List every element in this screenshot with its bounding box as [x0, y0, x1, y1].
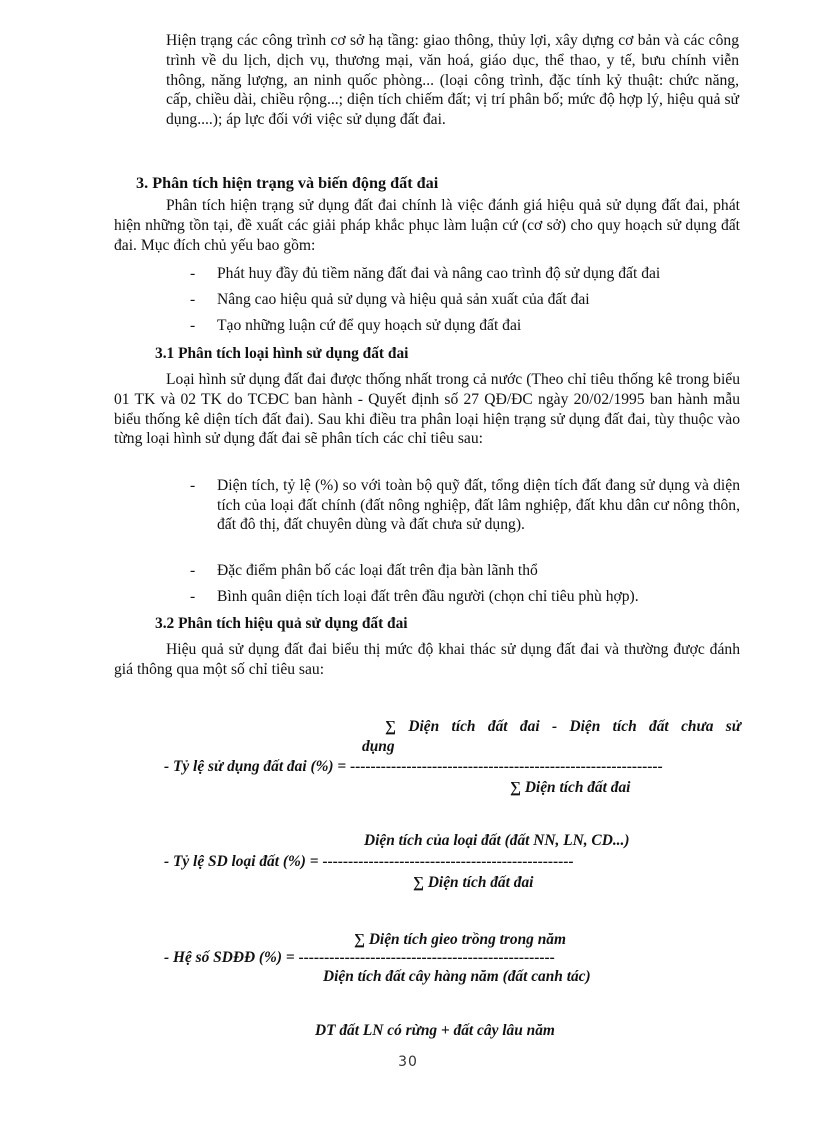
list-item [190, 316, 740, 336]
formula-2-denominator: ∑ Diện tích đất đai [413, 874, 534, 891]
section-3-paragraph: Phân tích hiện trạng sử dụng đất đai chính là việc đánh giá hiệu quả sử dụng đất đai, phát hiện những tồn tại, đề xuất các giải pháp khắc phục làm luận cứ (cơ sở) cho quy hoạch sử dụng đất đai. Mục đích chủ yếu bao gồm: [114, 197, 740, 254]
formula-1-bar: ------------------------------------------------------------- [350, 758, 663, 775]
bullet-dash: - [190, 291, 196, 308]
section-3-2-heading: 3.2 Phân tích hiệu quả sử dụng đất đai [155, 615, 408, 632]
list-item [190, 476, 740, 535]
formula-1-line [164, 758, 663, 776]
page-number: 30 [398, 1054, 418, 1070]
list-item-text: Phát huy đầy đủ tiềm năng đất đai và nâng cao trình độ sử dụng đất đai [217, 265, 661, 282]
formula-2-numerator: Diện tích của loại đất (đất NN, LN, CD...) [364, 832, 630, 849]
formula-2-label: - Tỷ lệ SD loại đất (%) = [164, 853, 323, 870]
list-item [190, 561, 740, 581]
section-3-1-paragraph: Loại hình sử dụng đất đai được thống nhất trong cả nước (Theo chỉ tiêu thống kê trong biểu 01 TK và 02 TK do TCĐC ban hành - Quyết định số 27 QĐ/ĐC ngày 20/02/1995 ban hành mẫu biểu thống kê diện tích đất đai). Sau khi điều tra phân loại hiện trạng sử dụng đất đai, tùy thuộc vào từng loại hình sử dụng đất đai sẽ phân tích các chỉ tiêu sau: [114, 371, 740, 448]
list-item-text: Bình quân diện tích loại đất trên đầu người (chọn chỉ tiêu phù hợp). [217, 588, 639, 605]
bullet-dash: - [190, 477, 196, 494]
list-item-text: Nâng cao hiệu quả sử dụng và hiệu quả sản xuất của đất đai [217, 291, 590, 308]
list-item-text: Tạo những luận cứ để quy hoạch sử dụng đất đai [217, 317, 522, 334]
intro-paragraph [167, 31, 739, 130]
list-item [190, 587, 740, 607]
section-3-2-paragraph: Hiệu quả sử dụng đất đai biểu thị mức độ khai thác sử dụng đất đai và thường được đánh giá thông qua một số chỉ tiêu sau: [114, 641, 740, 678]
formula-2-bar: ------------------------------------------------- [322, 853, 574, 870]
formula-2-line [164, 853, 574, 871]
list-item-text: Diện tích, tỷ lệ (%) so với toàn bộ quỹ đất, tổng diện tích đất đang sử dụng và diện tích của loại đất chính (đất nông nghiệp, đất lâm nghiệp, đất khu dân cư nông thôn, đất đô thị, đất chuyên dùng và đất chưa sử dụng). [217, 477, 740, 534]
intro-paragraph-text: Hiện trạng các công trình cơ sở hạ tầng: giao thông, thủy lợi, xây dựng cơ bản và các công trình về du lịch, dịch vụ, thương mại, văn hoá, giáo dục, thể thao, y tế, bưu chính viễn thông, năng lượng, an ninh quốc phòng... (loại công trình, đặc tính kỷ thuật: chức năng, cấp, chiều dài, chiều rộng...; diện tích chiếm đất; vị trí phân bố; mức độ hợp lý, hiệu quả sử dụng....); áp lực đối với việc sử dụng đất đai. [166, 32, 739, 129]
bullet-dash: - [190, 562, 196, 579]
formula-1-denominator: ∑ Diện tích đất đai [510, 779, 631, 796]
section-3-1-heading: 3.1 Phân tích loại hình sử dụng đất đai [155, 345, 409, 362]
formula-3-numerator: ∑ Diện tích gieo trồng trong năm [354, 931, 566, 948]
list-item [190, 290, 740, 310]
formula-4-numerator: DT đất LN có rừng + đất cây lâu năm [315, 1022, 555, 1039]
formula-3-line [164, 949, 555, 967]
formula-3-bar: -------------------------------------------------- [298, 949, 555, 966]
formula-1-label: - Tỷ lệ sử dụng đất đai (%) = [164, 758, 350, 775]
formula-1-numerator: ∑ Diện tích đất đai - Diện tích đất chưa sử [385, 718, 741, 735]
list-item [190, 264, 740, 284]
formula-1-numerator-continued: dụng [362, 738, 395, 755]
bullet-dash: - [190, 317, 196, 334]
list-item-text: Đặc điểm phân bố các loại đất trên địa bàn lãnh thổ [217, 562, 538, 579]
section-3-heading: 3. Phân tích hiện trạng và biến động đất đai [136, 174, 439, 192]
bullet-dash: - [190, 588, 196, 605]
formula-3-denominator: Diện tích đất cây hàng năm (đất canh tác) [323, 968, 591, 985]
bullet-dash: - [190, 265, 196, 282]
formula-3-label: - Hệ số SDĐĐ (%) = [164, 949, 299, 966]
